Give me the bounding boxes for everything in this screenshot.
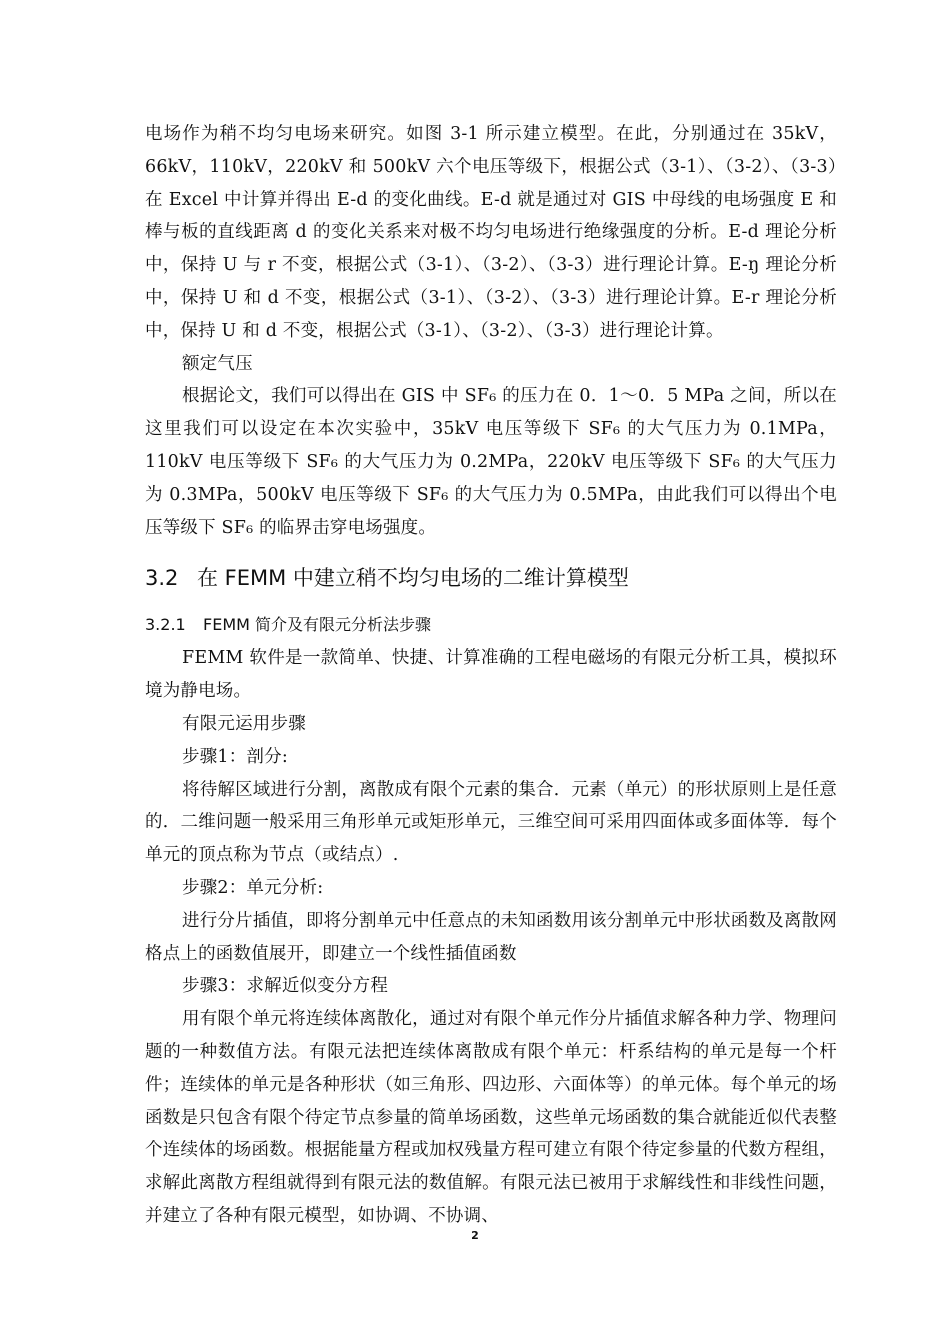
body-paragraph-step1: 将待解区域进行分割，离散成有限个元素的集合．元素（单元）的形状原则上是任意的．二维问题一般采用三角形单元或矩形单元，三维空间可采用四面体或多面体等．每个单元的顶点称为节点（或结点）.	[145, 779, 837, 866]
section-title: 在 FEMM 中建立稍不均匀电场的二维计算模型	[197, 566, 629, 591]
subsection-title: FEMM 简介及有限元分析法步骤	[203, 615, 432, 635]
page-body	[145, 118, 837, 1233]
body-paragraph-fem-steps-heading: 有限元运用步骤	[182, 713, 306, 734]
body-paragraph-rated-pressure-heading: 额定气压	[182, 353, 253, 374]
body-paragraph-step2: 进行分片插值，即将分割单元中任意点的未知函数用该分割单元中形状函数及离散网格点上的函数值展开，即建立一个线性插值函数	[145, 910, 837, 964]
section-heading	[145, 563, 837, 593]
body-paragraph-intro: 电场作为稍不均匀电场来研究。如图 3-1 所示建立模型。在此，分别通过在 35kV，66kV，110kV，220kV 和 500kV 六个电压等级下，根据公式（3-1）、（3-2）、（3-3）在 Excel 中计算并得出 E-d 的变化曲线。E-d 就是通过对 GIS 中母线的电场强度 E 和棒与板的直线距离 d 的变化关系来对极不均匀电场进行绝缘强度的分析。E-d 理论分析中，保持 U 与 r 不变，根据公式（3-1）、（3-2）、（3-3）进行理论计算。E-ŋ 理论分析中，保持 U 和 d 不变，根据公式（3-1）、（3-2）、（3-3）进行理论计算。E-r 理论分析中，保持 U 和 d 不变，根据公式（3-1）、（3-2）、（3-3）进行理论计算。	[145, 124, 837, 341]
section-number: 3.2	[145, 566, 179, 591]
subsection-heading	[145, 610, 837, 640]
body-paragraph-pressure: 根据论文，我们可以得出在 GIS 中 SF₆ 的压力在 0．1～0．5 MPa 之间，所以在这里我们可以设定在本次实验中，35kV 电压等级下 SF₆ 的大气压力为 0.1MPa，110kV 电压等级下 SF₆ 的大气压力为 0.2MPa，220kV 电压等级下 SF₆ 的大气压力为 0.3MPa，500kV 电压等级下 SF₆ 的大气压力为 0.5MPa，由此我们可以得出个电压等级下 SF₆ 的临界击穿电场强度。	[145, 386, 837, 538]
body-paragraph-femm: FEMM 软件是一款简单、快捷、计算准确的工程电磁场的有限元分析工具，模拟环境为静电场。	[145, 648, 837, 702]
body-paragraph-step2-label: 步骤2：单元分析:	[182, 877, 324, 898]
body-paragraph-step1-label: 步骤1：剖分:	[182, 746, 288, 767]
page-number: 2	[471, 1229, 479, 1242]
body-paragraph-step3-label: 步骤3：求解近似变分方程	[182, 976, 389, 997]
body-paragraph-step3: 用有限个单元将连续体离散化，通过对有限个单元作分片插值求解各种力学、物理问题的一种数值方法。有限元法把连续体离散成有限个单元：杆系结构的单元是每一个杆件；连续体的单元是各种形状（如三角形、四边形、六面体等）的单元体。每个单元的场函数是只包含有限个待定节点参量的简单场函数，这些单元场函数的集合就能近似代表整个连续体的场函数。根据能量方程或加权残量方程可建立有限个待定参量的代数方程组，求解此离散方程组就得到有限元法的数值解。有限元法已被用于求解线性和非线性问题，并建立了各种有限元模型，如协调、不协调、	[145, 1009, 837, 1226]
subsection-number: 3.2.1	[145, 615, 186, 635]
